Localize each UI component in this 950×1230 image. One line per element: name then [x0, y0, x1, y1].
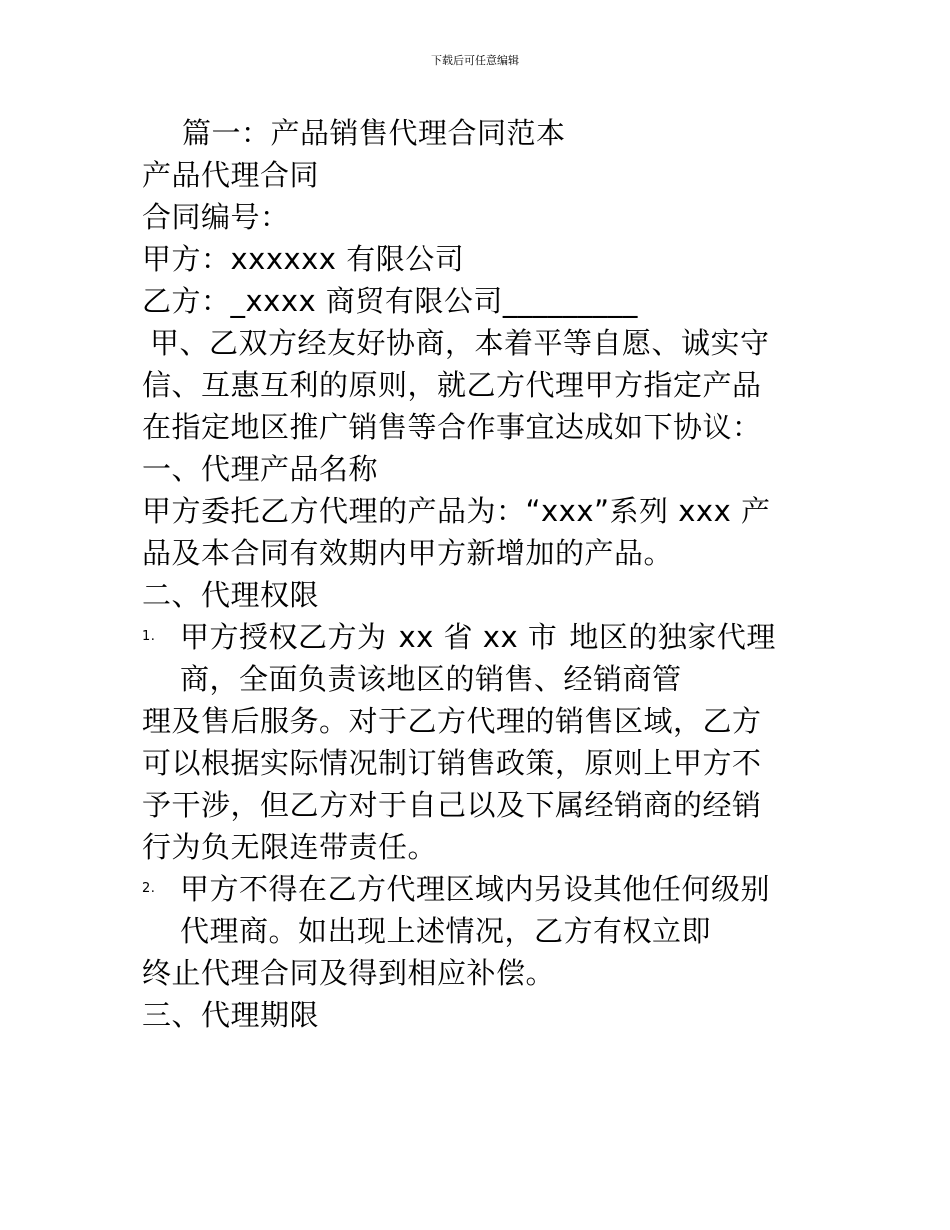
- intro-line: 甲、乙双方经友好协商，本着平等自愿、诚实守: [150, 326, 770, 360]
- document-body: [142, 112, 822, 1036]
- list-item-2: [142, 868, 822, 910]
- list-item-continuation: 商，全面负责该地区的销售、经销商管: [180, 662, 682, 696]
- document-heading: 篇一：产品销售代理合同范本: [182, 116, 566, 150]
- list-number: 2.: [142, 881, 156, 896]
- item-text: 地区的独家代理: [569, 620, 776, 654]
- contract-name: 产品代理合同: [142, 158, 320, 192]
- intro-line: 信、互惠互利的原则，就乙方代理甲方指定产品: [142, 368, 762, 402]
- contract-number-label: 合同编号：: [142, 200, 290, 234]
- section-body-line: 甲方委托乙方代理的产品为：“xxx”系列 xxx 产: [142, 494, 771, 528]
- list-number: 1.: [142, 629, 156, 644]
- section-title-term: 三、代理期限: [142, 998, 320, 1032]
- download-note: 下载后可任意编辑: [431, 54, 519, 67]
- item-text: 甲方不得在乙方代理区域内另设其他任何级别: [180, 872, 771, 906]
- section-body-line: 行为负无限连带责任。: [142, 830, 438, 864]
- section-body-line: 予干涉，但乙方对于自己以及下属经销商的经销: [142, 788, 762, 822]
- section-body-line: 品及本合同有效期内甲方新增加的产品。: [142, 536, 674, 570]
- party-b: 乙方：_xxxx 商贸有限公司_________: [142, 284, 638, 318]
- list-item-continuation: 代理商。如出现上述情况，乙方有权立即: [180, 914, 712, 948]
- party-a: 甲方：xxxxxx 有限公司: [142, 242, 465, 276]
- section-body-line: 终止代理合同及得到相应补偿。: [142, 956, 556, 990]
- list-item-1: [142, 616, 822, 658]
- section-title-product: 一、代理产品名称: [142, 452, 379, 486]
- section-body-line: 理及售后服务。对于乙方代理的销售区域，乙方: [142, 704, 762, 738]
- section-title-authority: 二、代理权限: [142, 578, 320, 612]
- item-region: xx 省 xx 市: [398, 620, 558, 654]
- item-text: 甲方授权乙方为: [180, 620, 387, 654]
- section-body-line: 可以根据实际情况制订销售政策，原则上甲方不: [142, 746, 762, 780]
- intro-line: 在指定地区推广销售等合作事宜达成如下协议：: [142, 410, 762, 444]
